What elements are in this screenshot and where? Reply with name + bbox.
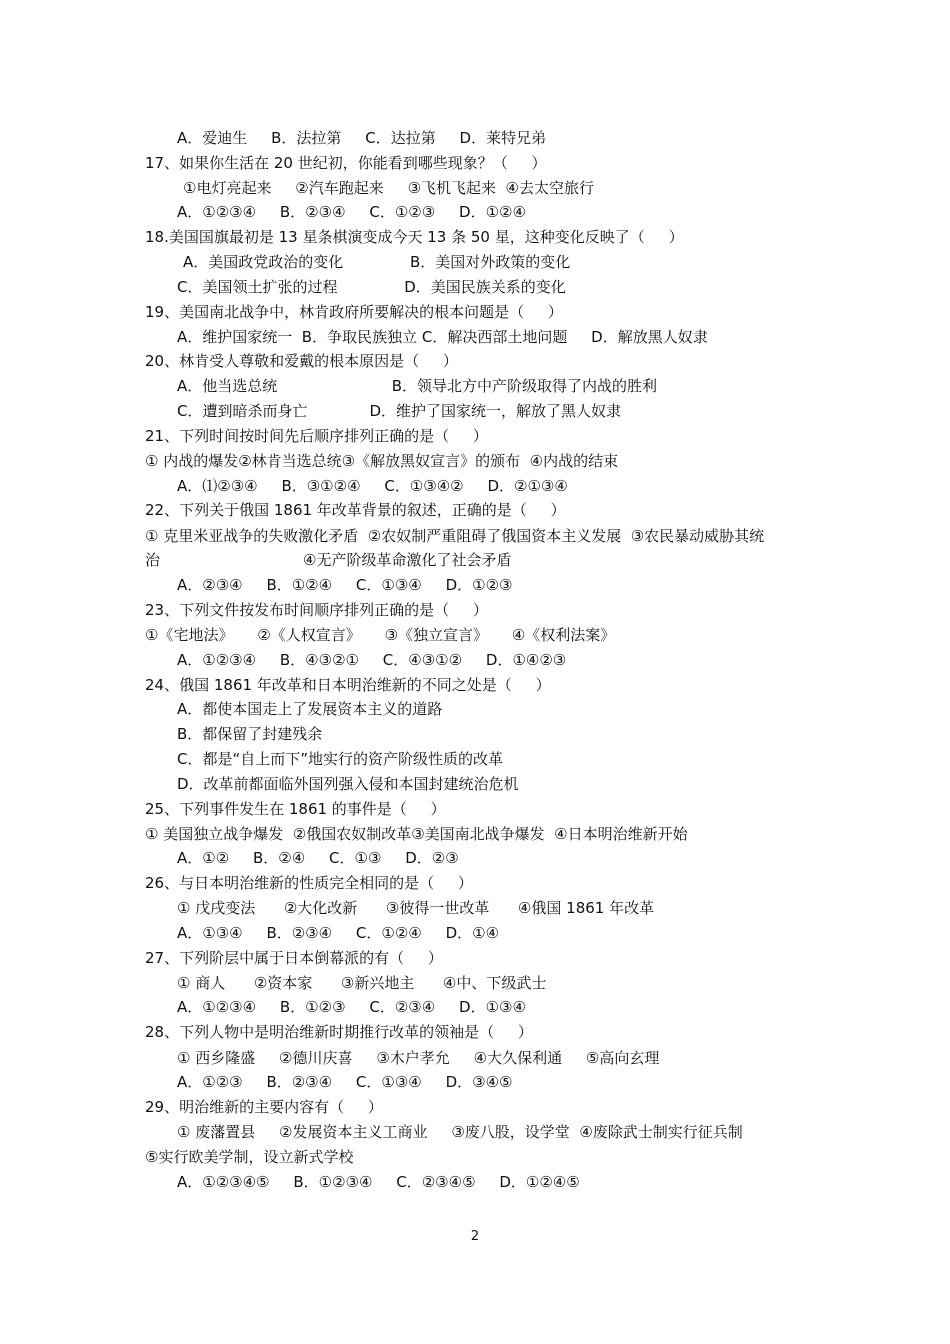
q22-items-2: 治 ④无产阶级革命激化了社会矛盾 [145,551,512,569]
q24-option-a: A．都使本国走上了发展资本主义的道路 [177,700,443,718]
q22-items-1: ① 克里米亚战争的失败激化矛盾 ②农奴制严重阻碍了俄国资本主义发展 ③农民暴动威胁其统 [145,527,765,545]
q22-options: A．②③④ B．①②④ C．①③④ D．①②③ [177,576,513,594]
q23-stem: 23、下列文件按发布时间顺序排列正确的是（ ） [145,601,488,619]
q21-options: A．⑴②③④ B．③①②④ C．①③④② D．②①③④ [177,477,568,495]
q24-stem: 24、俄国 1861 年改革和日本明治维新的不同之处是（ ） [145,676,551,694]
q16-options: A．爱迪生 B．法拉第 C．达拉第 D．莱特兄弟 [177,129,547,147]
q25-items: ① 美国独立战争爆发 ②俄国农奴制改革③美国南北战争爆发 ④日本明治维新开始 [145,825,688,843]
q25-options: A．①② B．②④ C．①③ D．②③ [177,849,459,867]
q17-options: A．①②③④ B．②③④ C．①②③ D．①②④ [177,203,526,221]
q19-stem: 19、美国南北战争中，林肯政府所要解决的根本问题是（ ） [145,303,563,321]
q24-option-c: C．都是“自上而下”地实行的资产阶级性质的改革 [177,750,504,768]
q20-options-ab: A．他当选总统 B．领导北方中产阶级取得了内战的胜利 [177,377,657,395]
q28-options: A．①②③ B．②③④ C．①③④ D．③④⑤ [177,1073,513,1091]
q18-options-ab: A．美国政党政治的变化 B．美国对外政策的变化 [183,253,571,271]
q27-items: ① 商人 ②资本家 ③新兴地主 ④中、下级武士 [177,974,547,992]
q17-items: ①电灯亮起来 ②汽车跑起来 ③飞机飞起来 ④去太空旅行 [183,179,595,197]
q20-options-cd: C．遭到暗杀而身亡 D．维护了国家统一，解放了黑人奴隶 [177,402,622,420]
q25-stem: 25、下列事件发生在 1861 的事件是（ ） [145,800,446,818]
q28-items: ① 西乡隆盛 ②德川庆喜 ③木户孝允 ④大久保利通 ⑤高向玄理 [177,1049,660,1067]
q26-options: A．①③④ B．②③④ C．①②④ D．①④ [177,924,500,942]
q29-items-2: ⑤实行欧美学制，设立新式学校 [145,1148,354,1166]
q24-option-d: D．改革前都面临外国列强入侵和本国封建统治危机 [177,775,519,793]
q26-stem: 26、与日本明治维新的性质完全相同的是（ ） [145,874,473,892]
q29-items-1: ① 废藩置县 ②发展资本主义工商业 ③废八股，设学堂 ④废除武士制实行征兵制 [177,1123,743,1141]
q21-items: ① 内战的爆发②林肯当选总统③《解放黑奴宣言》的颁布 ④内战的结束 [145,452,619,470]
q22-stem: 22、下列关于俄国 1861 年改革背景的叙述，正确的是（ ） [145,501,566,519]
q20-stem: 20、林肯受人尊敬和爱戴的根本原因是（ ） [145,352,458,370]
q19-options: A．维护国家统一 B．争取民族独立 C．解决西部土地问题 D．解放黑人奴隶 [177,328,708,346]
q26-items: ① 戊戌变法 ②大化改新 ③彼得一世改革 ④俄国 1861 年改革 [177,899,655,917]
q18-options-cd: C．美国领土扩张的过程 D．美国民族关系的变化 [177,278,566,296]
q17-stem: 17、如果你生活在 20 世纪初，你能看到哪些现象？（ ） [145,154,547,172]
q28-stem: 28、下列人物中是明治维新时期推行改革的领袖是（ ） [145,1023,533,1041]
q27-options: A．①②③④ B．①②③ C．②③④ D．①③④ [177,998,526,1016]
q29-options: A．①②③④⑤ B．①②③④ C．②③④⑤ D．①②④⑤ [177,1173,580,1191]
q21-stem: 21、下列时间按时间先后顺序排列正确的是（ ） [145,427,488,445]
q24-option-b: B．都保留了封建残余 [177,725,323,743]
q27-stem: 27、下列阶层中属于日本倒幕派的有（ ） [145,949,443,967]
q18-stem: 18.美国国旗最初是 13 星条棋演变成今天 13 条 50 星，这种变化反映了（ ） [145,228,684,246]
q23-items: ①《宅地法》 ②《人权宣言》 ③《独立宣言》 ④《权利法案》 [145,626,616,644]
q29-stem: 29、明治维新的主要内容有（ ） [145,1098,383,1116]
page-number: 2 [470,1229,480,1244]
q23-options: A．①②③④ B．④③②① C．④③①② D．①④②③ [177,651,567,669]
